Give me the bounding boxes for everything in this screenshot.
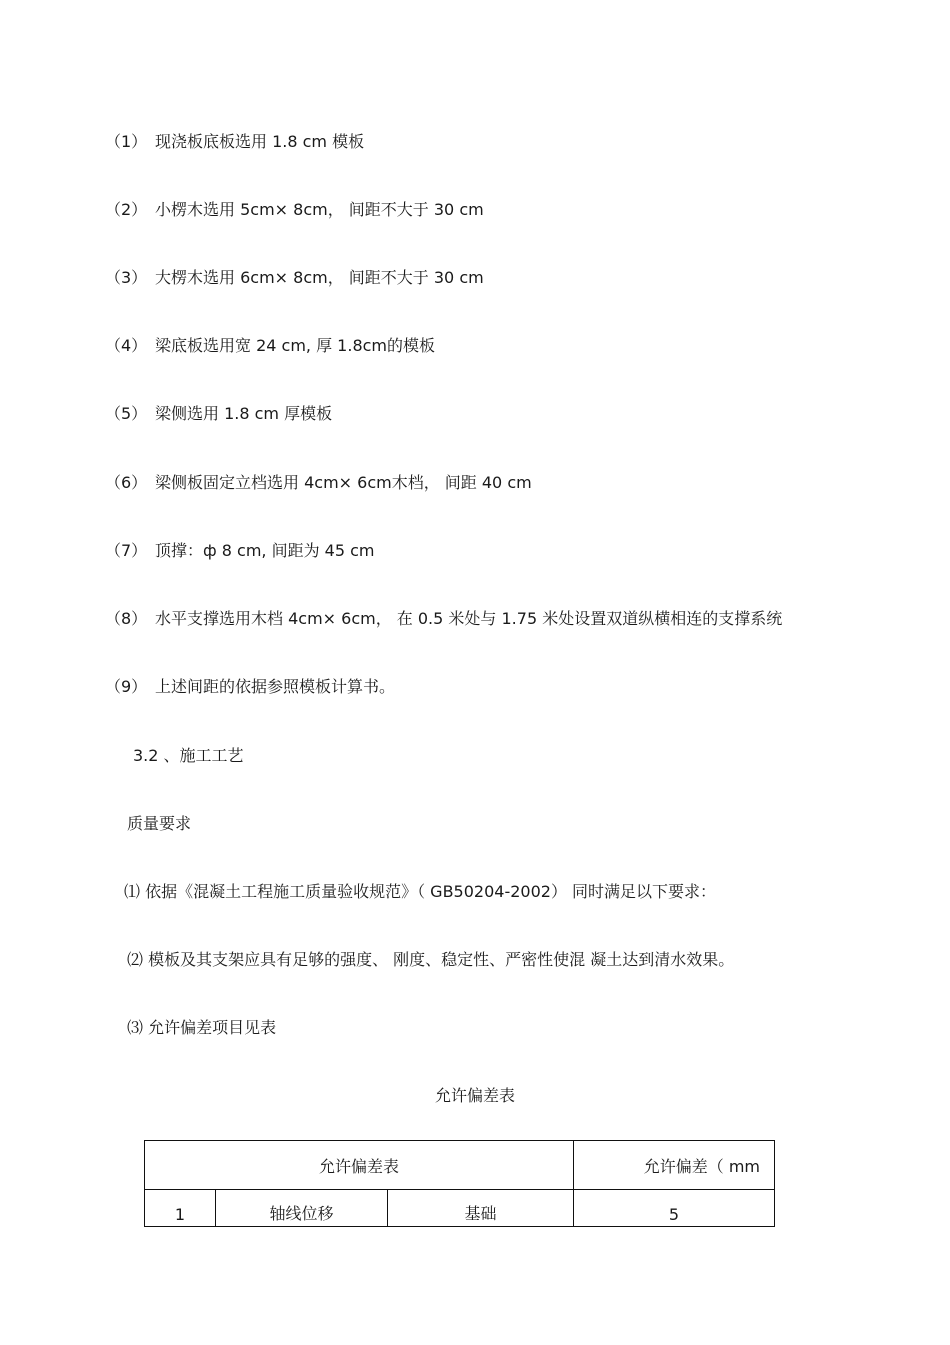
item-8-number: （8） [105, 609, 148, 628]
requirement-1: ⑴ 依据《混凝土工程施工质量验收规范》（ GB50204-2002） 同时满足以下要求： [124, 882, 717, 901]
table-header-row [145, 1141, 775, 1190]
item-4-number: （4） [105, 336, 148, 355]
item-8 [105, 609, 782, 629]
requirement-3: ⑶ 允许偏差项目见表 [127, 1018, 277, 1037]
item-1-number: （1） [105, 132, 148, 151]
item-7-number: （7） [105, 541, 148, 560]
section-heading: 3.2 、施工工艺 [133, 746, 244, 765]
item-8-text: 水平支撑选用木档 4cm× 6cm， 在 0.5 米处与 1.75 米处设置双道纵横相连的支撑系统 [155, 609, 783, 628]
item-6-text: 梁侧板固定立档选用 4cm× 6cm木档， 间距 40 cm [155, 473, 532, 492]
item-3 [105, 268, 484, 288]
table-header-value: 允许偏差（ mm [574, 1141, 775, 1190]
requirement-2: ⑵ 模板及其支架应具有足够的强度、 刚度、稳定性、严密性使混 凝土达到清水效果。 [127, 950, 735, 969]
item-4-text: 梁底板选用宽 24 cm, 厚 1.8cm的模板 [155, 336, 436, 355]
table-cell-part: 基础 [388, 1190, 574, 1227]
item-2 [105, 200, 484, 220]
item-1-text: 现浇板底板选用 1.8 cm 模板 [155, 132, 365, 151]
item-4 [105, 336, 435, 356]
table-title: 允许偏差表 [434, 1086, 515, 1105]
table-cell-item: 轴线位移 [216, 1190, 388, 1227]
quality-heading: 质量要求 [127, 814, 192, 833]
item-7 [105, 541, 375, 561]
item-6 [105, 473, 532, 493]
table-header-item: 允许偏差表 [145, 1141, 574, 1190]
item-2-text: 小楞木选用 5cm× 8cm， 间距不大于 30 cm [155, 200, 484, 219]
item-5-text: 梁侧选用 1.8 cm 厚模板 [155, 404, 333, 423]
table-cell-value: 5 [574, 1190, 775, 1227]
item-2-number: （2） [105, 200, 148, 219]
item-9 [105, 677, 395, 697]
item-9-number: （9） [105, 677, 148, 696]
item-1 [105, 132, 364, 152]
item-7-text: 顶撑：ф 8 cm, 间距为 45 cm [155, 541, 375, 560]
item-5 [105, 404, 332, 424]
item-3-number: （3） [105, 268, 148, 287]
table-cell-no: 1 [145, 1190, 216, 1227]
item-3-text: 大楞木选用 6cm× 8cm， 间距不大于 30 cm [155, 268, 484, 287]
deviation-table [144, 1140, 775, 1227]
item-5-number: （5） [105, 404, 148, 423]
table-row [145, 1190, 775, 1227]
item-9-text: 上述间距的依据参照模板计算书。 [155, 677, 396, 696]
item-6-number: （6） [105, 473, 148, 492]
